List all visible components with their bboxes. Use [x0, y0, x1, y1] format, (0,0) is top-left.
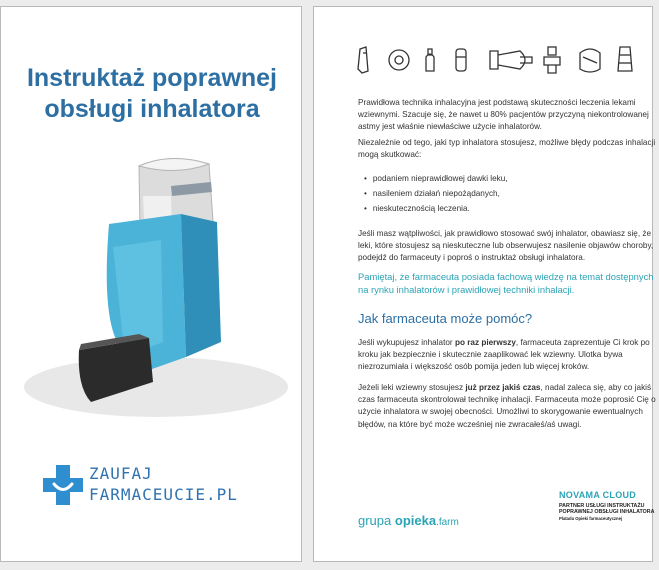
text-run: Jeśli wykupujesz inhalator: [358, 338, 455, 347]
section-heading: Jak farmaceuta może pomóc?: [358, 311, 533, 326]
first-time-paragraph: [358, 337, 658, 374]
cover-title-line2: obsługi inhalatora: [44, 95, 260, 123]
inhaler-icons-row: [354, 43, 654, 77]
cover-title: [1, 63, 303, 125]
dry-powder-inhaler-icon: [426, 49, 434, 71]
ongoing-use-paragraph: [358, 382, 658, 431]
content-page: [313, 6, 656, 562]
text-run: , farmaceuta zaprezentuje Ci krok po kroku jak bezpiecznie i skutecznie zaaplikować lek wziewny. Ulotka bywa niezrozumiała i większość osób pomija jeden lub więcej kroków.: [358, 338, 650, 372]
list-item: • podaniem nieprawidłowej dawki leku,: [364, 171, 654, 186]
pharmacy-cross-logo-icon: [41, 463, 85, 507]
doubts-paragraph: Jeśli masz wątpliwości, jak prawidłowo stosować swój inhalator, obawiasz się, że leki, które stosujesz są nieskuteczne lub obserwujesz nasilenie objawów choroby, podejdź do farmaceuty i poproś o instruktaż obsługi inhalatora.: [358, 229, 654, 263]
respimat-icon: [618, 47, 632, 71]
logo-text-line2: FARMACEUCIE.PL: [89, 485, 238, 504]
partner-line: Platadu Opieki farmaceutycznej: [559, 515, 623, 521]
highlight-note: Pamiętaj, że farmaceuta posiada fachową wiedzę na temat dostępnych na rynku inhalatorów i prawidłowej techniki inhalacji.: [358, 271, 654, 295]
disk-inhaler-icon: [389, 50, 409, 70]
spacer-icon: [490, 51, 532, 69]
nebulizer-icon: [544, 47, 560, 73]
novama-cloud-logo: NOVAMA CLOUD: [559, 490, 637, 500]
logo-text-part: grupa: [358, 513, 395, 528]
partner-caption: [559, 503, 659, 522]
intro-paragraph: Prawidłowa technika inhalacyjna jest podstawą skuteczności leczenia lekami wziewnymi. Szacuje się, że nawet u 80% pacjentów przyczyną niekontrolowanej astmy jest właśnie niewłaściwe użycie inhalatorów.: [358, 98, 649, 132]
text-run: , nadal zaleca się, aby co jakiś czas farmaceuta skontrolował technikę inhalacji. Farmaceuta może poprosić Cię o użycie inhalatora w swojej obecności. Umożliwi to skorygowanie ewentualnych błędów, na które być może wcześniej nie zwracałeś/aś uwagi.: [358, 383, 656, 429]
cover-page: [0, 6, 302, 562]
logo-text-part: .farm: [436, 517, 459, 528]
partner-line: PARTNER USŁUGI INSTRUKTAŻU: [559, 503, 645, 509]
errors-intro-paragraph: Niezależnie od tego, jaki typ inhalatora stosujesz, możliwe błędy podczas inhalacji mogą skutkować:: [358, 138, 656, 160]
logo-text-part: opieka: [394, 513, 437, 528]
inhaler-icon: [358, 47, 368, 73]
logo-text-line1: ZAUFAJ: [89, 464, 153, 483]
logo-text: [89, 463, 238, 505]
consequences-list: [364, 171, 654, 216]
inhaler-illustration: [21, 152, 283, 432]
cover-title-line1: Instruktaż poprawnej: [26, 64, 278, 92]
list-item: • nieskutecznością leczenia.: [364, 201, 654, 216]
emphasis-text: już przez jakiś czas: [465, 383, 541, 392]
list-item: • nasileniem działań niepożądanych,: [364, 186, 654, 201]
grupa-opieka-logo: [358, 513, 459, 528]
text-run: Jeżeli leki wziewny stosujesz: [358, 383, 466, 392]
cylinder-inhaler-icon: [456, 49, 466, 71]
partner-line: POPRAWNEJ OBSŁUGI INHALATORA: [559, 509, 655, 516]
emphasis-text: po raz pierwszy: [454, 338, 516, 347]
breezhaler-icon: [580, 49, 600, 72]
